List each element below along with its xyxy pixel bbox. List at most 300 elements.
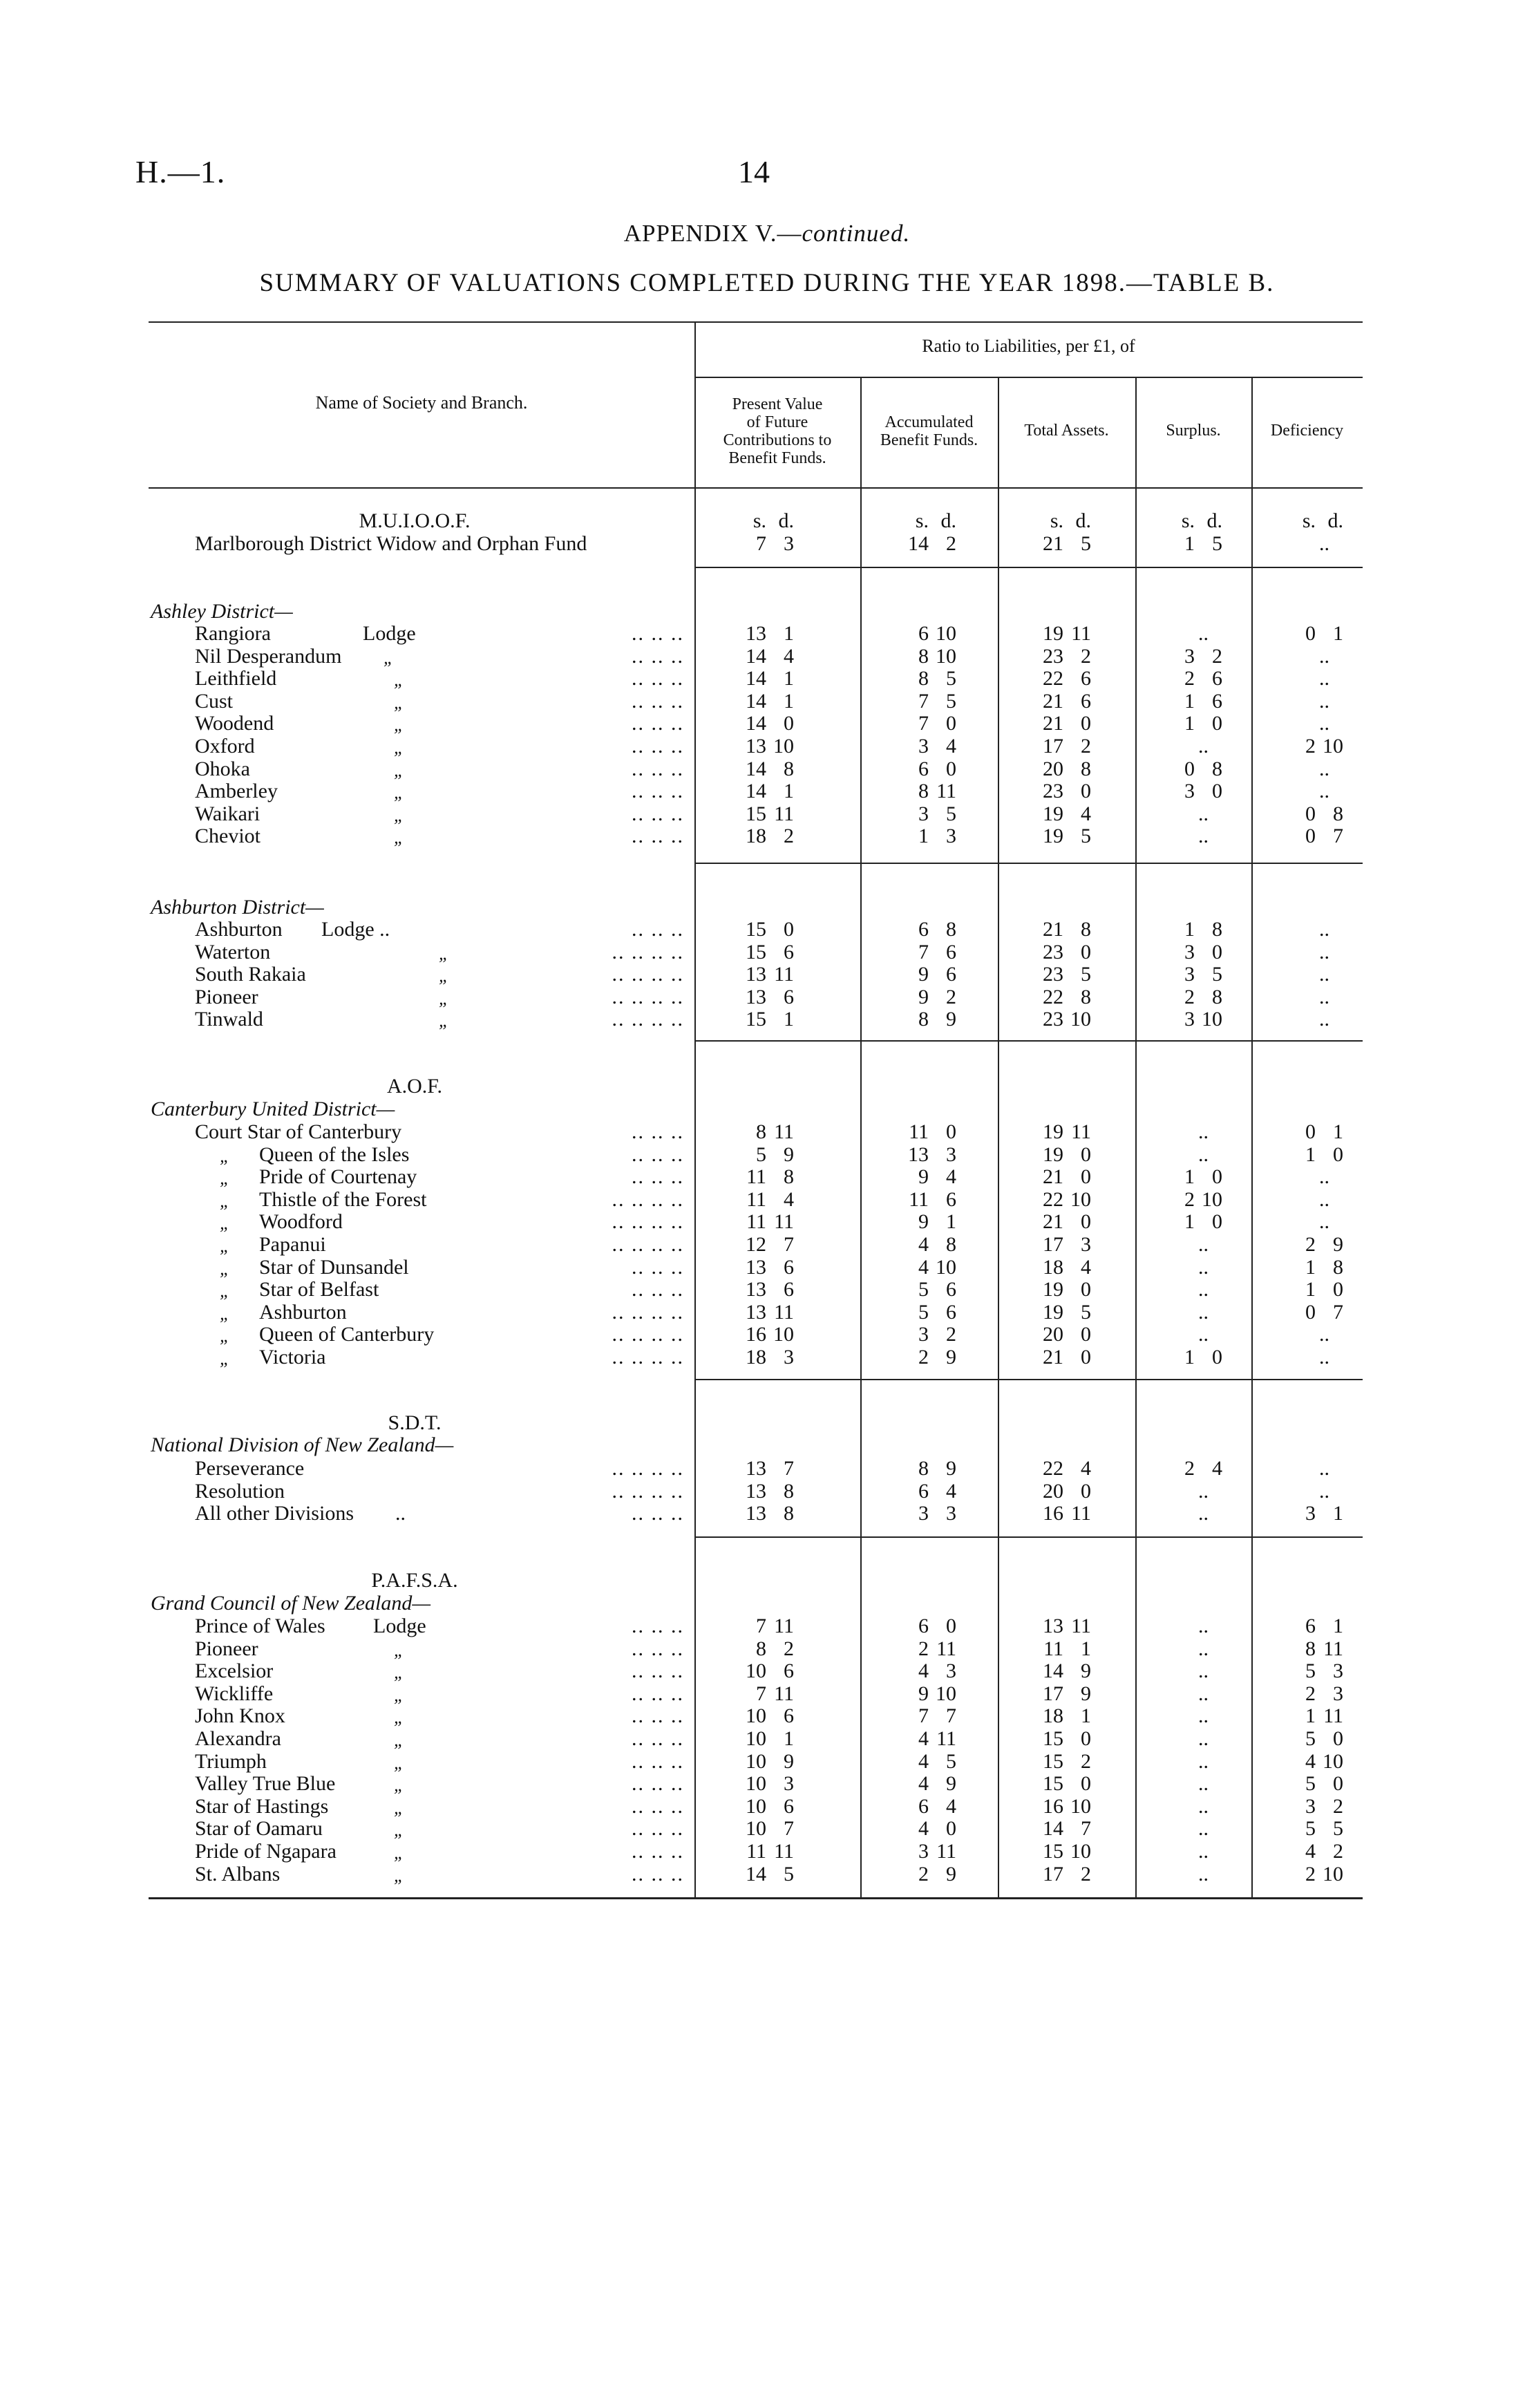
total-assets-cell (1026, 1165, 1091, 1189)
ditto-mark: „ (394, 760, 404, 780)
shillings: 2 (918, 1862, 929, 1885)
ditto-mark: „ (394, 805, 404, 825)
unit-label (729, 509, 794, 533)
pence: 1 (946, 1210, 956, 1234)
shillings: 11 (909, 1120, 929, 1143)
pence: 8 (1081, 985, 1091, 1008)
unit-label (1157, 509, 1222, 533)
pence: 10 (773, 735, 794, 758)
shillings: 14 (908, 532, 929, 555)
empty-marker: .. (1198, 1704, 1209, 1728)
shillings: 15 (1043, 1727, 1063, 1750)
shillings: 21 (1043, 918, 1063, 941)
shillings: 18 (1043, 1704, 1063, 1728)
leader-dots: .. .. .. .. (612, 940, 684, 963)
accumulated-cell (891, 1120, 956, 1144)
present-value-cell (729, 1210, 794, 1234)
shillings: 22 (1043, 1187, 1063, 1211)
branch-name: Prince of Wales (195, 1615, 325, 1637)
pence: 8 (784, 757, 794, 780)
shillings: 2 (1184, 1457, 1195, 1480)
present-value-cell (729, 1704, 794, 1728)
column-header-name: Name of Society and Branch. (315, 393, 528, 413)
shillings: 14 (746, 757, 766, 780)
shillings: 10 (746, 1817, 766, 1841)
pence: 8 (784, 1479, 794, 1503)
total-assets-cell (1026, 1637, 1091, 1661)
accumulated-cell (891, 1637, 956, 1661)
ditto-mark: „ (220, 1213, 230, 1234)
pence: 2 (946, 1323, 956, 1346)
pence: 1 (1333, 1615, 1343, 1637)
present-value-cell (729, 758, 794, 781)
accumulated-cell (891, 1233, 956, 1257)
ditto-mark: „ (394, 1730, 404, 1750)
branch-name: Queen of Canterbury (259, 1323, 435, 1346)
shillings: 11 (746, 1165, 766, 1189)
shillings: 9 (918, 1165, 929, 1189)
present-value-cell (729, 667, 794, 690)
accumulated-cell (891, 780, 956, 803)
empty-marker: .. (1198, 1323, 1209, 1346)
leader-dots: .. .. .. (632, 712, 684, 735)
pence: 9 (784, 1142, 794, 1166)
present-value-cell (729, 1256, 794, 1279)
shillings: 1 (1184, 532, 1195, 555)
pence: 8 (1212, 757, 1222, 780)
pence: 2 (784, 825, 794, 848)
accumulated-cell (891, 1278, 956, 1301)
total-assets-cell (1026, 825, 1091, 848)
accumulated-cell (891, 1682, 956, 1706)
shillings: 0 (1305, 622, 1316, 645)
shillings: 15 (1043, 1749, 1063, 1773)
total-assets-cell (1026, 712, 1091, 735)
branch-name: Pioneer (195, 1637, 258, 1660)
empty-marker: .. (1198, 1255, 1209, 1279)
pence: 2 (946, 985, 956, 1008)
deficiency-cell (1278, 532, 1329, 556)
deficiency-cell (1278, 758, 1329, 781)
shillings: 9 (918, 985, 929, 1008)
pence: 7 (1333, 825, 1343, 848)
shillings: 21 (1043, 1165, 1063, 1189)
deficiency-cell (1278, 1278, 1343, 1301)
pence: 8 (784, 1502, 794, 1525)
present-value-cell (729, 986, 794, 1009)
shillings: 20 (1043, 1479, 1063, 1503)
surplus-cell (1157, 690, 1222, 713)
accumulated-cell (891, 1795, 956, 1818)
pence: 0 (1212, 712, 1222, 735)
pence: 1 (1333, 1120, 1343, 1143)
total-assets-cell (1026, 1772, 1091, 1796)
accumulated-cell (891, 1659, 956, 1683)
accumulated-cell (891, 735, 956, 758)
branch-name: Waikari (195, 802, 261, 825)
accumulated-cell (891, 1346, 956, 1369)
shillings: 13 (746, 1457, 766, 1480)
empty-marker: .. (1198, 1637, 1209, 1660)
pence: 4 (784, 644, 794, 668)
empty-marker: .. (1319, 644, 1329, 668)
ditto-mark: „ (220, 1236, 230, 1256)
pence: 1 (1081, 1637, 1091, 1660)
branch-name: Alexandra (195, 1727, 281, 1750)
pence: 4 (946, 1165, 956, 1189)
pence: 11 (774, 802, 794, 825)
shillings: 23 (1043, 1008, 1063, 1031)
leader-dots: .. .. .. (632, 1615, 684, 1637)
present-value-cell (729, 1233, 794, 1257)
pence: 1 (784, 1727, 794, 1750)
shillings: 3 (918, 1323, 929, 1346)
accumulated-cell (891, 1301, 956, 1324)
pence: 1 (1081, 1704, 1091, 1728)
pence: 8 (784, 1165, 794, 1189)
deficiency-cell (1278, 1502, 1343, 1525)
shillings: 0 (1305, 825, 1316, 848)
empty-marker: .. (1319, 1165, 1329, 1189)
pence: 0 (1081, 1142, 1091, 1166)
pence: 3 (946, 1659, 956, 1683)
total-assets-cell (1026, 667, 1091, 690)
deficiency-cell (1278, 1795, 1343, 1818)
pence: 0 (1081, 1278, 1091, 1301)
leader-dots: .. .. .. (632, 918, 684, 941)
deficiency-cell (1278, 802, 1343, 826)
pence: 11 (936, 1637, 956, 1660)
shillings: 3 (1184, 644, 1195, 668)
pence: 0 (1081, 1165, 1091, 1189)
column-header-accumulated (860, 413, 998, 449)
pence: 10 (1070, 1840, 1091, 1863)
ditto-mark: „ (394, 670, 404, 690)
shillings: 2 (1184, 1187, 1195, 1211)
accumulated-cell (891, 1008, 956, 1031)
leader-dots: .. .. .. (632, 1637, 684, 1660)
pence: 0 (1212, 1346, 1222, 1368)
shillings: 20 (1043, 757, 1063, 780)
empty-marker: .. (1319, 985, 1329, 1008)
table-title: SUMMARY OF VALUATIONS COMPLETED DURING THE YEAR 1898.—TABLE B. (259, 269, 1275, 297)
pence: 9 (946, 1772, 956, 1796)
pence: 6 (784, 985, 794, 1008)
present-value-cell (729, 963, 794, 986)
present-value-cell (729, 1143, 794, 1167)
shilling-unit: s. (1050, 509, 1063, 532)
header-line: Accumulated (884, 413, 974, 431)
total-assets-cell (1026, 1704, 1091, 1728)
leader-dots: .. .. .. .. (612, 1008, 684, 1031)
section-separator (694, 863, 1363, 864)
pence: 2 (1081, 735, 1091, 758)
present-value-cell (729, 532, 794, 556)
present-value-cell (729, 802, 794, 826)
shillings: 13 (746, 985, 766, 1008)
society-heading: A.O.F. (386, 1075, 443, 1098)
accumulated-cell (891, 1727, 956, 1751)
shillings: 19 (1043, 1120, 1063, 1143)
pence: 0 (946, 1615, 956, 1637)
pence: 11 (774, 1682, 794, 1705)
header-line: Present Value (732, 395, 823, 413)
shillings: 1 (1305, 1255, 1316, 1279)
shillings: 5 (918, 1278, 929, 1301)
deficiency-cell (1278, 1120, 1343, 1144)
pence: 5 (946, 1749, 956, 1773)
pence: 11 (774, 1120, 794, 1143)
shillings: 19 (1043, 1300, 1063, 1324)
surplus-cell (1157, 780, 1222, 803)
surplus-cell (1157, 1817, 1209, 1841)
total-assets-cell (1026, 1795, 1091, 1818)
empty-marker: .. (1319, 1479, 1329, 1503)
pence: 5 (1081, 963, 1091, 986)
shillings: 13 (746, 735, 766, 758)
ditto-mark: „ (394, 1820, 404, 1841)
empty-marker: .. (1319, 712, 1329, 735)
shillings: 23 (1043, 644, 1063, 668)
empty-marker: .. (1198, 1233, 1209, 1256)
total-assets-cell (1026, 1817, 1091, 1841)
present-value-cell (729, 1615, 794, 1638)
shillings: 7 (918, 940, 929, 963)
ditto-mark: „ (220, 1258, 230, 1279)
pence: 7 (1081, 1817, 1091, 1841)
branch-name: Ashburton (259, 1300, 347, 1324)
pence: 2 (1081, 1862, 1091, 1885)
pence: 0 (1333, 1727, 1343, 1750)
branch-name: Thistle of the Forest (259, 1187, 427, 1211)
shillings: 4 (1305, 1749, 1316, 1773)
branch-name: Perseverance (195, 1457, 305, 1480)
pence: 11 (936, 1727, 956, 1750)
header-line: of Future (746, 413, 808, 431)
pence: 9 (1081, 1682, 1091, 1705)
surplus-cell (1157, 1120, 1209, 1144)
shillings: 4 (918, 1659, 929, 1683)
empty-marker: .. (1198, 1300, 1209, 1324)
shillings: 6 (918, 1479, 929, 1503)
branch-suffix: .. (395, 1502, 406, 1525)
shillings: 19 (1043, 802, 1063, 825)
pence: 11 (1071, 1502, 1091, 1525)
pence: 4 (1081, 1255, 1091, 1279)
pence: 11 (1323, 1704, 1343, 1728)
branch-name: Leithfield (195, 667, 277, 690)
pence: 8 (1081, 918, 1091, 941)
pence: 10 (1202, 1008, 1222, 1031)
leader-dots: .. .. .. (632, 1772, 684, 1796)
ditto-mark: „ (220, 1281, 230, 1301)
empty-marker: .. (1319, 963, 1329, 986)
shillings: 1 (1184, 918, 1195, 941)
present-value-cell (729, 1727, 794, 1751)
deficiency-cell (1278, 1817, 1343, 1841)
pence: 1 (1333, 1502, 1343, 1525)
ditto-mark: „ (394, 782, 404, 803)
leader-dots: .. .. .. (632, 1255, 684, 1279)
shillings: 18 (746, 1346, 766, 1368)
total-assets-cell (1026, 1727, 1091, 1751)
shillings: 15 (746, 918, 766, 941)
accumulated-cell (891, 941, 956, 964)
pence: 0 (784, 918, 794, 941)
accumulated-cell (891, 1704, 956, 1728)
shillings: 14 (746, 689, 766, 713)
pence: 9 (784, 1749, 794, 1773)
column-header-surplus: Surplus. (1166, 422, 1221, 440)
pence: 0 (1081, 1479, 1091, 1503)
society-heading: S.D.T. (388, 1411, 442, 1434)
pence-unit: d. (778, 509, 794, 532)
pence: 3 (946, 1502, 956, 1525)
shillings: 7 (756, 532, 766, 555)
pence: 3 (784, 1346, 794, 1368)
present-value-cell (729, 1750, 794, 1774)
shillings: 3 (1184, 963, 1195, 986)
deficiency-cell (1278, 1301, 1343, 1324)
deficiency-cell (1278, 1143, 1343, 1167)
deficiency-cell (1278, 1233, 1343, 1257)
shillings: 20 (1043, 1323, 1063, 1346)
pence: 10 (1070, 1187, 1091, 1211)
surplus-cell (1157, 1795, 1209, 1818)
pence: 2 (1333, 1794, 1343, 1818)
total-assets-cell (1026, 758, 1091, 781)
pence: 0 (1081, 1323, 1091, 1346)
present-value-cell (729, 1637, 794, 1661)
shillings: 9 (918, 1210, 929, 1234)
pence: 11 (774, 1210, 794, 1234)
pence-unit: d. (1327, 509, 1343, 532)
empty-marker: .. (1198, 1659, 1209, 1683)
leader-dots: .. .. .. (632, 1142, 684, 1166)
present-value-cell (729, 1659, 794, 1683)
total-assets-cell (1026, 1323, 1091, 1346)
shillings: 7 (918, 1704, 929, 1728)
shillings: 7 (756, 1615, 766, 1637)
shillings: 3 (918, 735, 929, 758)
empty-marker: .. (1198, 1862, 1209, 1885)
shillings: 12 (746, 1233, 766, 1256)
shillings: 18 (746, 825, 766, 848)
shillings: 6 (918, 622, 929, 645)
shillings: 14 (746, 644, 766, 668)
shillings: 16 (1043, 1502, 1063, 1525)
empty-marker: .. (1319, 940, 1329, 963)
shillings: 22 (1043, 667, 1063, 690)
empty-marker: .. (1198, 1479, 1209, 1503)
total-assets-cell (1026, 986, 1091, 1009)
accumulated-cell (891, 1750, 956, 1774)
empty-marker: .. (1319, 689, 1329, 713)
pence: 3 (946, 825, 956, 848)
surplus-cell (1157, 825, 1209, 848)
branch-name: Rangiora (195, 622, 271, 645)
pence: 0 (1212, 780, 1222, 803)
pence: 11 (774, 1300, 794, 1324)
deficiency-cell (1278, 1008, 1329, 1031)
surplus-cell (1157, 1659, 1209, 1683)
shillings: 1 (1184, 1165, 1195, 1189)
shillings: 2 (1305, 1682, 1316, 1705)
deficiency-cell (1278, 1188, 1329, 1212)
district-heading: Ashburton District— (151, 896, 324, 919)
deficiency-cell (1278, 667, 1329, 690)
total-assets-cell (1026, 532, 1091, 556)
pence: 1 (1333, 622, 1343, 645)
shillings: 19 (1043, 622, 1063, 645)
empty-marker: .. (1319, 667, 1329, 690)
surplus-cell (1157, 1210, 1222, 1234)
leader-dots: .. .. .. .. (612, 1457, 684, 1480)
leader-dots: .. .. .. .. (612, 1210, 684, 1234)
column-header-present-value (694, 395, 860, 467)
shillings: 4 (918, 1727, 929, 1750)
branch-name: Triumph (195, 1749, 267, 1773)
empty-marker: .. (1319, 1187, 1329, 1211)
present-value-cell (729, 712, 794, 735)
shillings: 13 (746, 1502, 766, 1525)
leader-dots: .. .. .. (632, 1682, 684, 1705)
shillings: 6 (1305, 1615, 1316, 1637)
empty-marker: .. (1319, 1457, 1329, 1480)
shillings: 5 (918, 1300, 929, 1324)
surplus-cell (1157, 758, 1222, 781)
shilling-unit: s. (1302, 509, 1316, 532)
column-header-total-assets: Total Assets. (1024, 422, 1109, 440)
surplus-cell (1157, 1502, 1209, 1525)
empty-marker: .. (1198, 1817, 1209, 1841)
branch-name: Resolution (195, 1479, 285, 1503)
leader-dots: .. .. .. .. (612, 985, 684, 1008)
pence: 6 (1212, 667, 1222, 690)
empty-marker: .. (1198, 1727, 1209, 1750)
deficiency-cell (1278, 941, 1329, 964)
leader-dots: .. .. .. (632, 1502, 684, 1525)
branch-name: Star of Dunsandel (259, 1255, 409, 1279)
pence: 3 (1333, 1659, 1343, 1683)
branch-name: Cust (195, 689, 234, 713)
branch-name: Papanui (259, 1233, 326, 1256)
section-separator (694, 1379, 1363, 1380)
pence: 11 (774, 963, 794, 986)
shillings: 2 (1305, 1233, 1316, 1256)
shillings: 23 (1043, 963, 1063, 986)
district-heading: Canterbury United District— (151, 1098, 395, 1120)
pence: 7 (784, 1233, 794, 1256)
accumulated-cell (891, 1615, 956, 1638)
branch-name: Queen of the Isles (259, 1142, 410, 1166)
shillings: 1 (1184, 1210, 1195, 1234)
pence: 11 (1071, 622, 1091, 645)
deficiency-cell (1278, 622, 1343, 646)
shillings: 4 (918, 1749, 929, 1773)
shillings: 5 (1305, 1817, 1316, 1841)
leader-dots: .. .. .. .. (612, 1187, 684, 1211)
total-assets-cell (1026, 1301, 1091, 1324)
shillings: 4 (1305, 1840, 1316, 1863)
shillings: 3 (1184, 1008, 1195, 1031)
shillings: 1 (918, 825, 929, 848)
pence: 6 (946, 1278, 956, 1301)
district-heading: Grand Council of New Zealand— (151, 1592, 431, 1615)
branch-name: Woodford (259, 1210, 343, 1234)
deficiency-cell (1278, 1637, 1343, 1661)
accumulated-cell (891, 1457, 956, 1480)
